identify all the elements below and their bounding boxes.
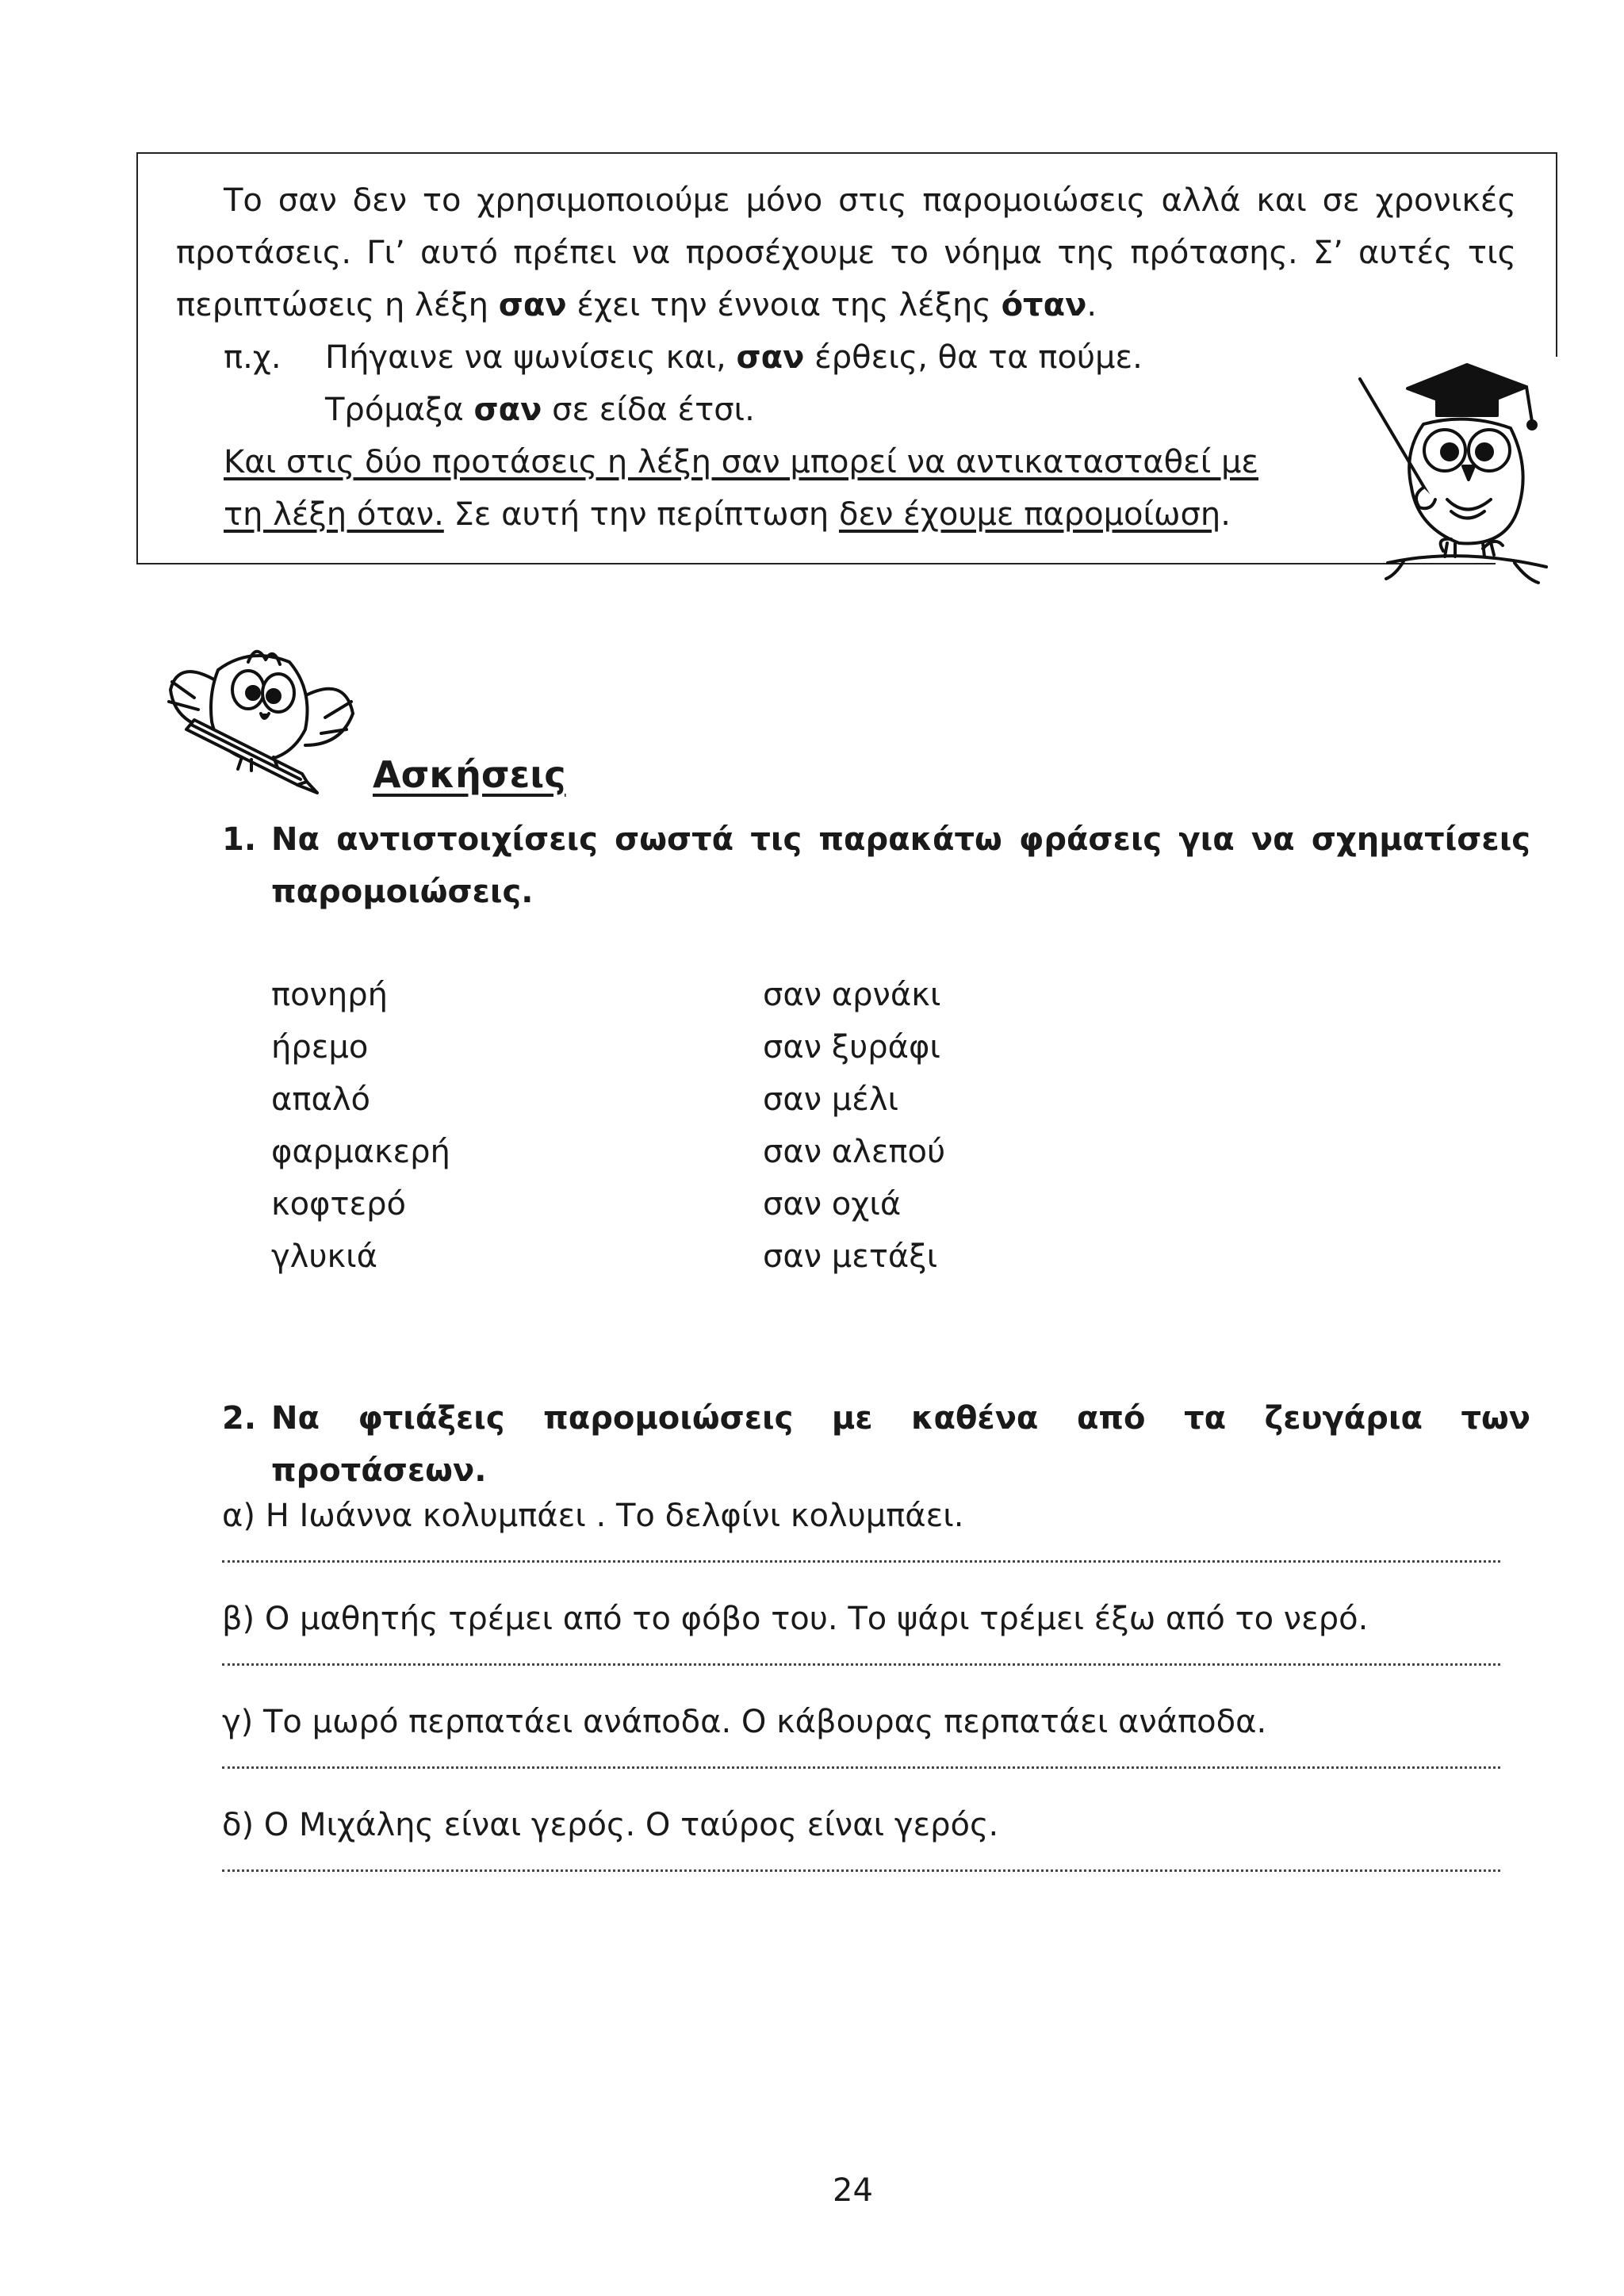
- note-line-2: τη λέξη όταν. Σε αυτή την περίπτωση δεν έχουμε παρομοίωση.: [224, 496, 1231, 533]
- match-right-item[interactable]: σαν οχιά: [763, 1186, 902, 1223]
- match-row: [271, 1178, 1064, 1230]
- box-right-edge: [1556, 152, 1557, 357]
- example-row-1: [176, 331, 1516, 384]
- bold-otan: όταν: [1001, 287, 1087, 323]
- match-right-item[interactable]: σαν αλεπού: [763, 1134, 946, 1170]
- info-box: [136, 152, 1556, 564]
- graduate-owl-icon: [1356, 349, 1554, 587]
- sentence-pair-a: [222, 1492, 1507, 1595]
- note-line-1: Και στις δύο προτάσεις η λέξη σαν μπορεί να αντικατασταθεί με: [224, 444, 1259, 480]
- match-left-item[interactable]: πονηρή: [271, 977, 388, 1013]
- match-right-item[interactable]: σαν αρνάκι: [763, 977, 941, 1013]
- answer-line[interactable]: [222, 1560, 1500, 1563]
- bold-san: σαν: [498, 287, 567, 323]
- info-text: [176, 174, 1516, 541]
- match-row: [271, 1073, 1064, 1126]
- sentence-pairs: [222, 1492, 1507, 1904]
- sentence-pair-text: δ) Ο Μιχάλης είναι γερός. Ο ταύρος είναι γερός.: [222, 1807, 999, 1843]
- example-label: π.χ.: [224, 339, 282, 376]
- sentence-pair-b: [222, 1595, 1507, 1698]
- pencil-owl-icon: [163, 626, 361, 797]
- example-sentence-2: Τρόμαξα σαν σε είδα έτσι.: [325, 392, 755, 428]
- match-left-item[interactable]: γλυκιά: [271, 1238, 377, 1275]
- sentence-pair-text: γ) Το μωρό περπατάει ανάποδα. Ο κάβουρας περπατάει ανάποδα.: [222, 1704, 1267, 1740]
- match-row: [271, 969, 1064, 1021]
- match-right-item[interactable]: σαν μετάξι: [763, 1238, 938, 1275]
- answer-line[interactable]: [222, 1663, 1500, 1666]
- match-row: [271, 1126, 1064, 1178]
- page-number: 24: [833, 2172, 873, 2209]
- exercises-title: Ασκήσεις: [373, 753, 566, 796]
- question-1-text: Να αντιστοιχίσεις σωστά τις παρακάτω φράσεις για να σχηματίσεις παρομοιώσεις.: [271, 821, 1530, 910]
- sentence-pair-text: α) Η Ιωάννα κολυμπάει . Το δελφίνι κολυμπάει.: [222, 1498, 964, 1534]
- match-left-item[interactable]: κοφτερό: [271, 1186, 406, 1223]
- question-2-number: 2.: [222, 1400, 257, 1437]
- match-left-item[interactable]: ήρεμο: [271, 1029, 369, 1066]
- example-sentence-1: Πήγαινε να ψωνίσεις και, σαν έρθεις, θα τα πούμε.: [325, 339, 1143, 376]
- answer-line[interactable]: [222, 1766, 1500, 1769]
- match-right-item[interactable]: σαν μέλι: [763, 1081, 899, 1118]
- answer-line[interactable]: [222, 1869, 1500, 1872]
- sentence-pair-c: [222, 1698, 1507, 1801]
- match-row: [271, 1230, 1064, 1283]
- matching-list: [271, 969, 1064, 1283]
- match-row: [271, 1021, 1064, 1073]
- question-2-text: Να φτιάξεις παρομοιώσεις με καθένα από τα ζευγάρια των προτάσεων.: [271, 1400, 1530, 1489]
- sentence-pair-text: β) Ο μαθητής τρέμει από το φόβο του. Το ψάρι τρέμει έξω από το νερό.: [222, 1601, 1369, 1637]
- intro-paragraph: Το σαν δεν το χρησιμοποιούμε μόνο στις παρομοιώσεις αλλά και σε χρονικές προτάσεις. Γι’ αυτό πρέπει να προσέχουμε το νόημα της πρότασης. Σ’ αυτές τις περιπτώσεις η λέξη σαν έχει την έννοια της λέξης όταν.: [176, 182, 1516, 323]
- match-right-item[interactable]: σαν ξυράφι: [763, 1029, 940, 1066]
- match-left-item[interactable]: φαρμακερή: [271, 1134, 450, 1170]
- question-1-number: 1.: [222, 821, 257, 858]
- sentence-pair-d: [222, 1801, 1507, 1904]
- match-left-item[interactable]: απαλό: [271, 1081, 370, 1118]
- example-row-2: [176, 384, 1516, 436]
